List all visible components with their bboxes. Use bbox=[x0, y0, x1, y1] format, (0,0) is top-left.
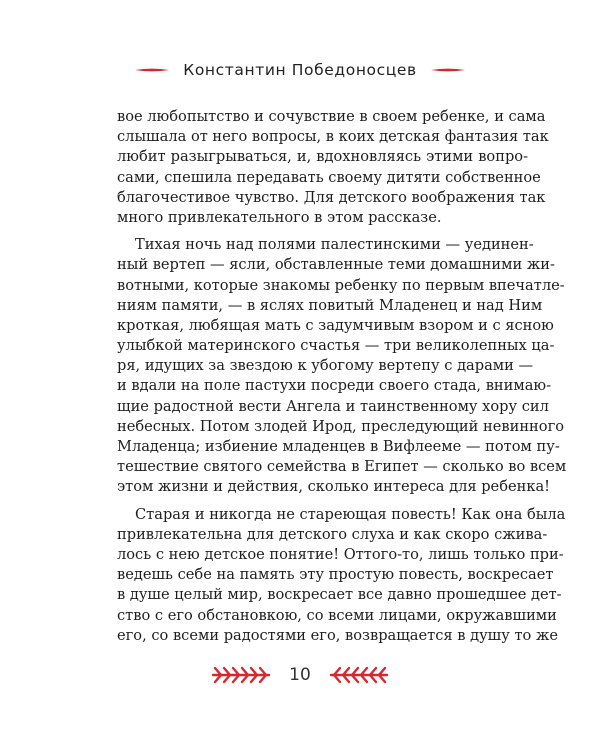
text-line: ство с его обстановкою, со всеми лицами, окружавшими bbox=[117, 606, 557, 624]
text-line: благочестивое чувство. Для детского воображения так bbox=[117, 188, 546, 206]
text-line: ря, идущих за звездою к убогому вертепу с дарами — bbox=[117, 357, 534, 375]
header-ornament-right-icon bbox=[431, 67, 465, 73]
text-line: лось с нею детское понятие! Оттого-то, лишь только при- bbox=[117, 545, 564, 563]
text-line: Младенца; избиение младенцев в Вифлееме — потом пу- bbox=[117, 438, 560, 455]
text-line: в душе целый мир, воскресает все давно прошедшее дет- bbox=[117, 586, 562, 604]
page-footer bbox=[0, 660, 600, 690]
text-line: и вдали на поле пастухи посреди своего стада, внимаю- bbox=[117, 377, 552, 395]
text-line: любит разыгрываться, и, вдохновляясь этими вопро- bbox=[117, 148, 528, 166]
sprig-ornament-left-icon bbox=[209, 663, 273, 687]
text-line: ный вертеп — ясли, обставленные теми домашними жи- bbox=[117, 256, 555, 274]
text-line: ниям памяти, — в яслях повитый Младенец и над Ним bbox=[117, 296, 543, 314]
text-line: слышала от него вопросы, в коих детская фантазия так bbox=[117, 128, 549, 146]
header-ornament-left-icon bbox=[135, 67, 169, 73]
text-line: его, со всеми радостями его, возвращается в душу то же bbox=[117, 626, 559, 644]
text-line: сами, спешила передавать своему дитяти собственное bbox=[117, 168, 541, 186]
text-line: Тихая ночь над полями палестинскими — уединен- bbox=[135, 236, 534, 254]
running-head: Константин Победоносцев bbox=[183, 61, 417, 79]
text-line: небесных. Потом злодей Ирод, преследующий невинного bbox=[117, 417, 564, 435]
text-line: много привлекательного в этом рассказе. bbox=[117, 208, 442, 226]
text-line: улыбкой материнского счастья — три великолепных ца- bbox=[117, 337, 555, 355]
sprig-ornament-right-icon bbox=[327, 663, 391, 687]
text-line: вое любопытство и сочувствие в своем ребенке, и сама bbox=[117, 108, 546, 125]
page-number: 10 bbox=[289, 665, 311, 685]
text-line: кроткая, любящая мать с задумчивым взором и с ясною bbox=[117, 316, 554, 334]
text-line: ведешь себе на память эту простую повесть, воскресает bbox=[117, 566, 554, 584]
text-line: этом жизни и действия, сколько интереса для ребенка! bbox=[117, 478, 551, 496]
text-line: Старая и никогда не стареющая повесть! Как она была bbox=[135, 505, 566, 523]
text-line: привлекательна для детского слуха и как скоро сжива- bbox=[117, 525, 548, 543]
text-line: щие радостной вести Ангела и таинственному хору сил bbox=[117, 397, 549, 415]
text-line: тешествие святого семейства в Египет — сколько во всем bbox=[117, 458, 567, 476]
body-text bbox=[117, 107, 567, 646]
page-header bbox=[0, 58, 600, 82]
text-line: вотными, которые знакомы ребенку по первым впечатле- bbox=[117, 276, 565, 294]
